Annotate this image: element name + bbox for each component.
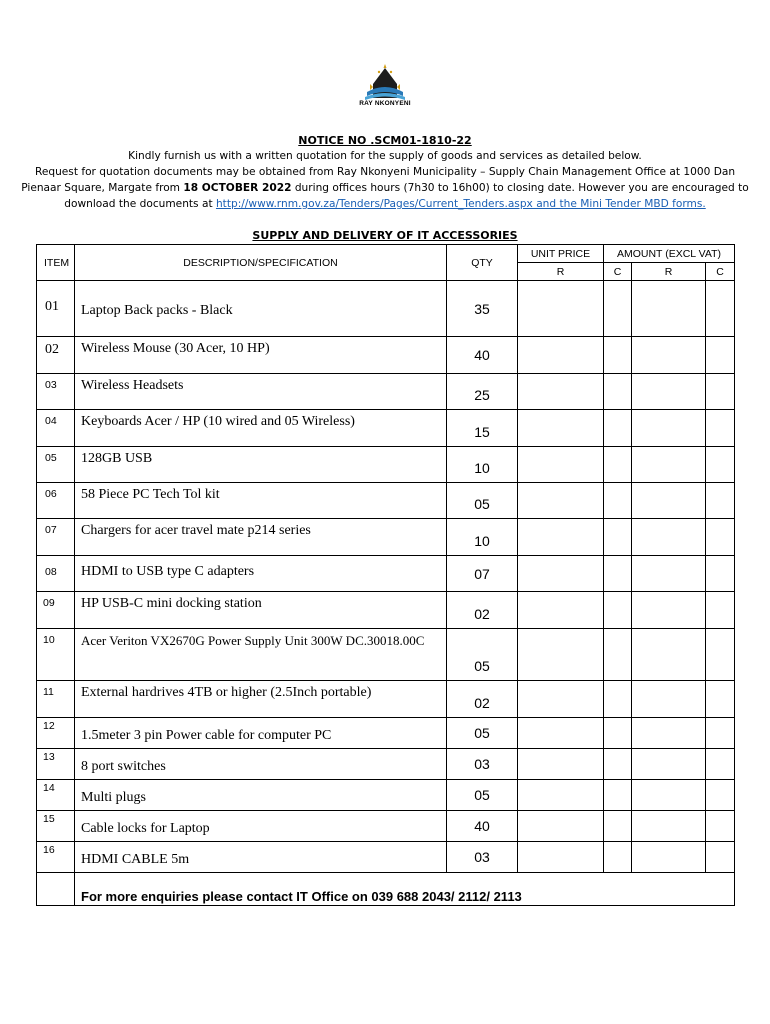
items-table (36, 244, 735, 906)
amount-r-cell[interactable] (632, 337, 706, 374)
item-qty: 02 (447, 592, 518, 629)
amount-c2-cell[interactable] (706, 281, 735, 337)
table-row (37, 749, 735, 780)
unit-price-cell[interactable] (518, 780, 604, 811)
item-number: 03 (37, 374, 75, 410)
amount-c-cell[interactable] (604, 749, 632, 780)
amount-c2-cell[interactable] (706, 447, 735, 483)
amount-c-cell[interactable] (604, 842, 632, 873)
notice-date: 18 OCTOBER 2022 (183, 182, 292, 194)
notice-block (0, 134, 770, 212)
amount-c-cell[interactable] (604, 556, 632, 592)
contact-note: For more enquiries please contact IT Office on 039 688 2043/ 2112/ 2113 (75, 873, 735, 906)
unit-price-cell[interactable] (518, 681, 604, 718)
item-description: Wireless Mouse (30 Acer, 10 HP) (75, 337, 447, 374)
table-row (37, 681, 735, 718)
item-qty: 35 (447, 281, 518, 337)
item-description: 1.5meter 3 pin Power cable for computer PC (75, 718, 447, 749)
notice-line-2: Request for quotation documents may be obtained from Ray Nkonyeni Municipality – Supply Chain Management Office at 1000 Dan (34, 166, 736, 178)
amount-c-cell[interactable] (604, 718, 632, 749)
amount-r-cell[interactable] (632, 281, 706, 337)
item-description: Wireless Headsets (75, 374, 447, 410)
item-number: 13 (37, 749, 75, 780)
item-number: 14 (37, 780, 75, 811)
header-description: DESCRIPTION/SPECIFICATION (75, 245, 447, 281)
table-row (37, 337, 735, 374)
table-row (37, 519, 735, 556)
amount-c2-cell[interactable] (706, 337, 735, 374)
item-qty: 05 (447, 718, 518, 749)
amount-c2-cell[interactable] (706, 780, 735, 811)
item-description: HDMI to USB type C adapters (75, 556, 447, 592)
amount-c2-cell[interactable] (706, 592, 735, 629)
unit-price-cell[interactable] (518, 447, 604, 483)
unit-price-cell[interactable] (518, 374, 604, 410)
unit-price-cell[interactable] (518, 718, 604, 749)
amount-c2-cell[interactable] (706, 519, 735, 556)
notice-line-1: Kindly furnish us with a written quotation for the supply of goods and services as detailed below. (128, 150, 642, 162)
table-title: SUPPLY AND DELIVERY OF IT ACCESSORIES (252, 229, 518, 242)
notice-line-3-rest: during offices hours (7h30 to 16h00) to closing date. However you are encouraged to (291, 182, 749, 194)
amount-c2-cell[interactable] (706, 410, 735, 447)
header-unit-r: R (518, 263, 604, 281)
amount-c2-cell[interactable] (706, 811, 735, 842)
item-qty: 15 (447, 410, 518, 447)
amount-r-cell[interactable] (632, 780, 706, 811)
item-description: Keyboards Acer / HP (10 wired and 05 Wireless) (75, 410, 447, 447)
item-number: 04 (37, 410, 75, 447)
table-row (37, 842, 735, 873)
table-row (37, 281, 735, 337)
amount-r-cell[interactable] (632, 681, 706, 718)
item-description: Cable locks for Laptop (75, 811, 447, 842)
amount-c-cell[interactable] (604, 681, 632, 718)
item-number: 16 (37, 842, 75, 873)
item-description: Laptop Back packs - Black (75, 281, 447, 337)
unit-price-cell[interactable] (518, 410, 604, 447)
notice-line-3 (0, 180, 770, 196)
item-number: 15 (37, 811, 75, 842)
item-description: 8 port switches (75, 749, 447, 780)
item-qty: 05 (447, 780, 518, 811)
item-number: 09 (37, 592, 75, 629)
table-row (37, 374, 735, 410)
unit-price-cell[interactable] (518, 749, 604, 780)
item-number: 07 (37, 519, 75, 556)
item-number: 11 (37, 681, 75, 718)
amount-c-cell[interactable] (604, 337, 632, 374)
item-number: 12 (37, 718, 75, 749)
unit-price-cell[interactable] (518, 556, 604, 592)
amount-r-cell[interactable] (632, 410, 706, 447)
amount-r-cell[interactable] (632, 592, 706, 629)
table-row (37, 410, 735, 447)
table-row (37, 718, 735, 749)
header-amount-c1: C (604, 263, 632, 281)
amount-r-cell[interactable] (632, 374, 706, 410)
item-description: Multi plugs (75, 780, 447, 811)
amount-c2-cell[interactable] (706, 681, 735, 718)
item-description: External hardrives 4TB or higher (2.5Inch portable) (75, 681, 447, 718)
unit-price-cell[interactable] (518, 629, 604, 681)
table-row (37, 447, 735, 483)
footer-item-cell (37, 873, 75, 906)
amount-c-cell[interactable] (604, 281, 632, 337)
footer-row (37, 873, 735, 906)
notice-line-4-text: download the documents at (64, 198, 216, 210)
amount-c-cell[interactable] (604, 780, 632, 811)
amount-r-cell[interactable] (632, 842, 706, 873)
notice-title: NOTICE NO .SCM01-1810-22 (298, 134, 472, 147)
header-item: ITEM (37, 245, 75, 281)
amount-c-cell[interactable] (604, 811, 632, 842)
amount-r-cell[interactable] (632, 483, 706, 519)
item-number: 02 (37, 337, 75, 374)
header-qty: QTY (447, 245, 518, 281)
unit-price-cell[interactable] (518, 519, 604, 556)
item-number: 05 (37, 447, 75, 483)
item-description: HDMI CABLE 5m (75, 842, 447, 873)
header-unit-price: UNIT PRICE (518, 245, 604, 263)
notice-line-3-text: Pienaar Square, Margate from (21, 182, 184, 194)
amount-r-cell[interactable] (632, 447, 706, 483)
item-qty: 25 (447, 374, 518, 410)
item-number: 06 (37, 483, 75, 519)
table-row (37, 592, 735, 629)
item-qty: 05 (447, 483, 518, 519)
amount-c2-cell[interactable] (706, 629, 735, 681)
item-qty: 40 (447, 811, 518, 842)
item-qty: 05 (447, 629, 518, 681)
amount-r-cell[interactable] (632, 749, 706, 780)
amount-c-cell[interactable] (604, 519, 632, 556)
unit-price-cell[interactable] (518, 337, 604, 374)
item-description: Acer Veriton VX2670G Power Supply Unit 300W DC.30018.00C (75, 629, 447, 681)
amount-c2-cell[interactable] (706, 842, 735, 873)
item-number: 08 (37, 556, 75, 592)
item-description: Chargers for acer travel mate p214 series (75, 519, 447, 556)
amount-c-cell[interactable] (604, 447, 632, 483)
amount-c-cell[interactable] (604, 629, 632, 681)
table-row (37, 780, 735, 811)
table-row (37, 483, 735, 519)
amount-r-cell[interactable] (632, 519, 706, 556)
item-qty: 03 (447, 842, 518, 873)
unit-price-cell[interactable] (518, 281, 604, 337)
item-qty: 10 (447, 447, 518, 483)
unit-price-cell[interactable] (518, 592, 604, 629)
amount-r-cell[interactable] (632, 811, 706, 842)
unit-price-cell[interactable] (518, 483, 604, 519)
unit-price-cell[interactable] (518, 811, 604, 842)
notice-line-4 (0, 196, 770, 212)
table-row (37, 556, 735, 592)
header-amount-c2: C (706, 263, 735, 281)
item-qty: 03 (447, 749, 518, 780)
item-number: 01 (37, 281, 75, 337)
amount-c2-cell[interactable] (706, 749, 735, 780)
unit-price-cell[interactable] (518, 842, 604, 873)
amount-r-cell[interactable] (632, 556, 706, 592)
item-description: 128GB USB (75, 447, 447, 483)
amount-c2-cell[interactable] (706, 556, 735, 592)
amount-c2-cell[interactable] (706, 374, 735, 410)
amount-c-cell[interactable] (604, 374, 632, 410)
item-qty: 40 (447, 337, 518, 374)
amount-c-cell[interactable] (604, 483, 632, 519)
amount-c-cell[interactable] (604, 592, 632, 629)
header-amount: AMOUNT (EXCL VAT) (604, 245, 735, 263)
table-row (37, 629, 735, 681)
item-description: HP USB-C mini docking station (75, 592, 447, 629)
amount-c2-cell[interactable] (706, 483, 735, 519)
item-qty: 02 (447, 681, 518, 718)
amount-c2-cell[interactable] (706, 718, 735, 749)
table-row (37, 811, 735, 842)
logo-text: RAY NKONYENI (359, 100, 411, 107)
amount-c-cell[interactable] (604, 410, 632, 447)
item-qty: 07 (447, 556, 518, 592)
amount-r-cell[interactable] (632, 629, 706, 681)
tenders-link[interactable]: http://www.rnm.gov.za/Tenders/Pages/Current_Tenders.aspx and the Mini Tender MBD forms. (215, 198, 706, 210)
header-amount-r: R (632, 263, 706, 281)
item-number: 10 (37, 629, 75, 681)
item-description: 58 Piece PC Tech Tol kit (75, 483, 447, 519)
item-qty: 10 (447, 519, 518, 556)
amount-r-cell[interactable] (632, 718, 706, 749)
